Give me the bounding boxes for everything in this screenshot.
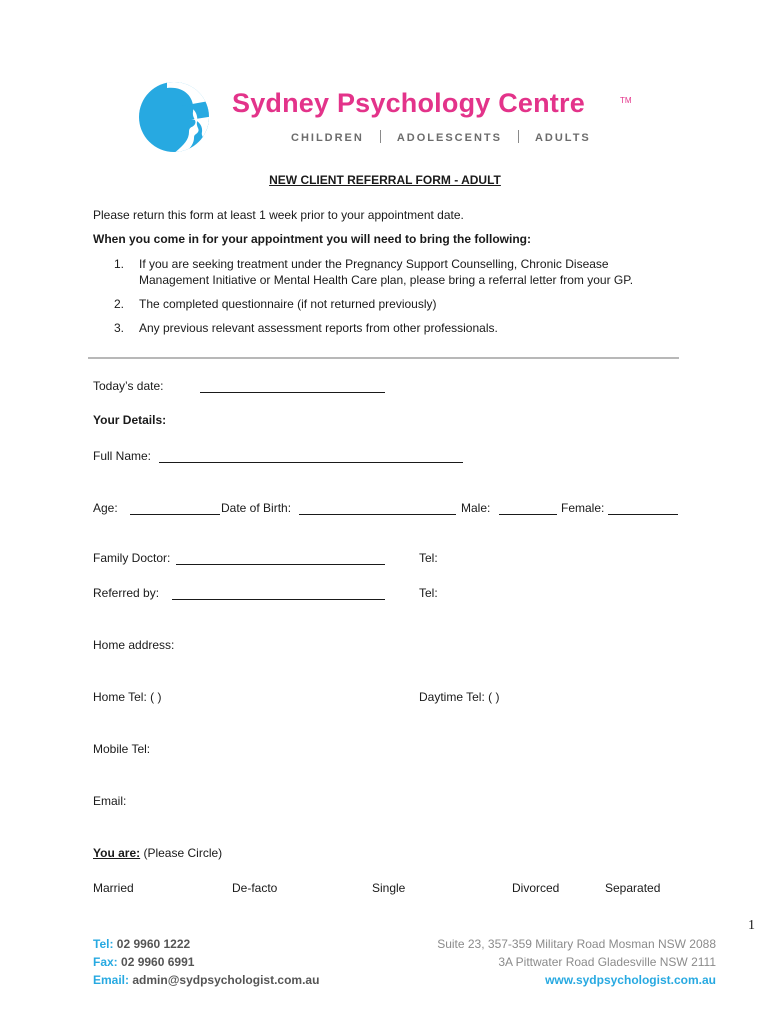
brand-name: Sydney Psychology Centre (232, 88, 585, 118)
bring-heading: When you come in for your appointment you will need to bring the following: (93, 232, 531, 246)
list-item-number: 2. (114, 297, 125, 311)
form-title: NEW CLIENT REFERRAL FORM - ADULT (269, 173, 501, 187)
section-divider (88, 357, 679, 359)
list-item-text: Any previous relevant assessment reports from other professionals. (139, 321, 498, 335)
family-silhouette-logo-icon (137, 80, 215, 154)
female-label: Female: (561, 501, 605, 515)
referred-by-field[interactable] (172, 587, 385, 600)
option-divorced[interactable]: Divorced (512, 881, 560, 895)
list-item (93, 256, 673, 288)
email-label: Email: (93, 794, 127, 808)
family-doctor-field[interactable] (176, 552, 385, 565)
option-separated[interactable]: Separated (605, 881, 661, 895)
mobile-tel-label: Mobile Tel: (93, 742, 151, 756)
male-label: Male: (461, 501, 491, 515)
referred-by-label: Referred by: (93, 586, 160, 600)
marital-status-prompt (93, 845, 222, 861)
please-circle-hint: (Please Circle) (143, 846, 223, 860)
you-are-label: You are: (93, 846, 141, 860)
dob-field[interactable] (299, 502, 456, 515)
tagline-separator (380, 130, 381, 143)
footer-tel-value: 02 9960 1222 (116, 937, 191, 951)
family-doctor-label: Family Doctor: (93, 551, 171, 565)
list-item-number: 3. (114, 321, 125, 335)
list-item (93, 320, 673, 336)
daytime-tel-label: Daytime Tel: ( ) (419, 690, 500, 704)
footer-email-label: Email: (93, 973, 130, 987)
doctor-tel-label: Tel: (419, 551, 438, 565)
option-single[interactable]: Single (372, 881, 406, 895)
list-item (93, 296, 673, 312)
page-number: 1 (748, 918, 755, 933)
bring-list (93, 256, 673, 344)
footer-fax (93, 953, 194, 971)
your-details-heading: Your Details: (93, 413, 167, 427)
footer-fax-value: 02 9960 6991 (121, 955, 195, 969)
option-de-facto[interactable]: De-facto (232, 881, 278, 895)
footer-fax-label: Fax: (93, 955, 118, 969)
footer-tel (93, 935, 190, 953)
home-tel-label: Home Tel: ( ) (93, 690, 162, 704)
footer-email-value[interactable]: admin@sydpsychologist.com.au (132, 973, 320, 987)
list-item-text: If you are seeking treatment under the Pregnancy Support Counselling, Chronic Disease Management Initiative or Mental Health Care plan, please bring a referral letter from your GP. (139, 257, 634, 287)
tagline-adolescents: ADOLESCENTS (396, 132, 502, 144)
dob-label: Date of Birth: (221, 501, 292, 515)
footer-email (93, 971, 319, 989)
tagline-separator (518, 130, 519, 143)
age-field[interactable] (130, 502, 220, 515)
footer-address-gladesville: 3A Pittwater Road Gladesville NSW 2111 (498, 955, 716, 969)
option-married[interactable]: Married (93, 881, 134, 895)
list-item-number: 1. (114, 257, 125, 271)
full-name-label: Full Name: (93, 449, 152, 463)
brand-tagline (291, 130, 591, 144)
trademark-mark: TM (620, 96, 632, 105)
female-field[interactable] (608, 502, 678, 515)
intro-text: Please return this form at least 1 week prior to your appointment date. (93, 208, 464, 222)
male-field[interactable] (499, 502, 557, 515)
footer-address-mosman: Suite 23, 357-359 Military Road Mosman NSW 2088 (437, 937, 716, 951)
home-address-label: Home address: (93, 638, 175, 652)
full-name-field[interactable] (159, 450, 463, 463)
todays-date-field[interactable] (200, 380, 385, 393)
footer-tel-label: Tel: (93, 937, 114, 951)
referrer-tel-label: Tel: (419, 586, 438, 600)
list-item-text: The completed questionnaire (if not returned previously) (139, 297, 437, 311)
tagline-adults: ADULTS (534, 132, 591, 144)
todays-date-label: Today’s date: (93, 379, 164, 393)
footer-website-link[interactable]: www.sydpsychologist.com.au (545, 973, 716, 987)
tagline-children: CHILDREN (291, 132, 364, 144)
age-label: Age: (93, 501, 118, 515)
